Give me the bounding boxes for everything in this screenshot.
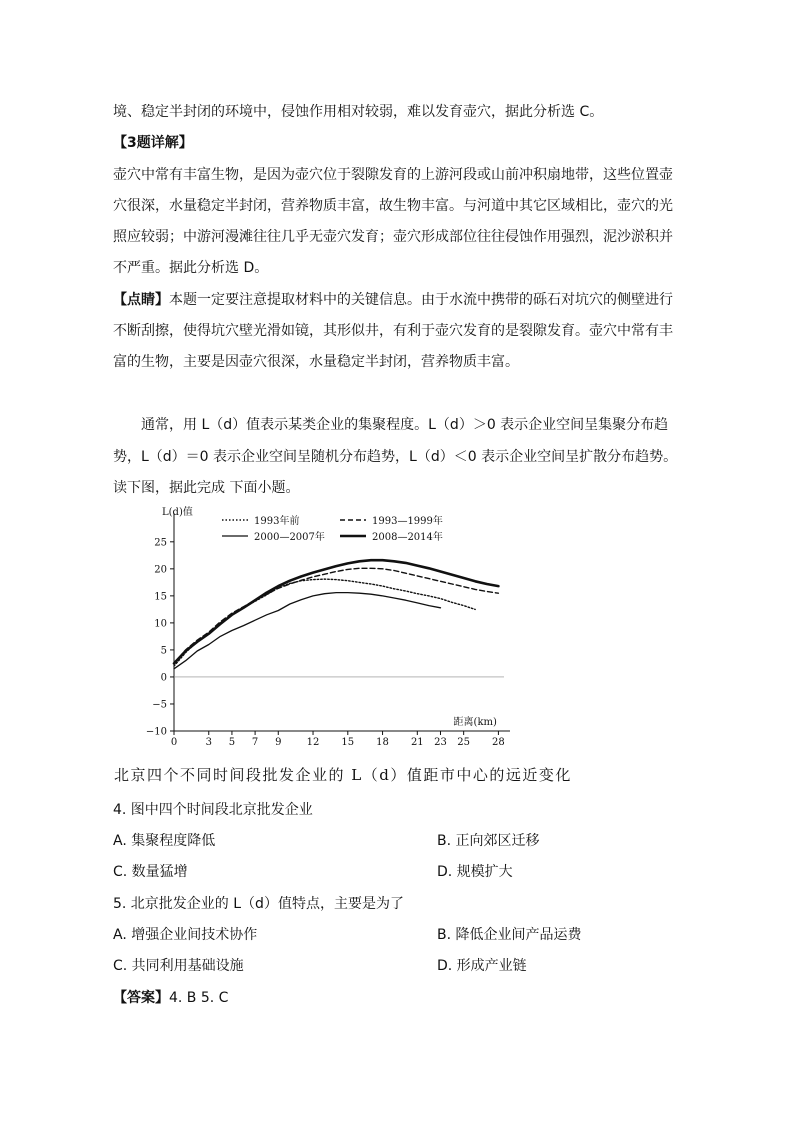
tip-line: 不断刮擦，使得坑穴壁光滑如镜，其形似井，有利于壶穴发育的是裂隙发育。壶穴中常有丰 <box>113 323 673 339</box>
y-tick-label: 5 <box>160 645 167 657</box>
x-tick-label: 9 <box>275 737 282 748</box>
x-tick-label: 3 <box>205 737 212 748</box>
q3-detail-line: 壶穴中常有丰富生物，是因为壶穴位于裂隙发育的上游河段或山前冲积扇地带，这些位置壶 <box>113 167 673 183</box>
x-tick-label: 5 <box>228 737 236 748</box>
x-tick-label: 25 <box>457 737 471 748</box>
y-tick-label: −5 <box>152 699 167 711</box>
intro-line: 通常，用 L（d）值表示某类企业的集聚程度。L（d）＞0 表示企业空间呈集聚分布趋 <box>113 417 669 433</box>
x-tick-label: 18 <box>376 737 389 748</box>
y-tick-label: 10 <box>154 618 167 630</box>
answer-line <box>113 988 228 1008</box>
question-5-option-c: C. 共同利用基础设施 <box>113 958 244 974</box>
y-axis-label: L(d)值 <box>162 507 193 518</box>
explanation-line: 境、稳定半封闭的环境中，侵蚀作用相对较弱，难以发育壶穴，据此分析选 C。 <box>113 104 604 120</box>
x-axis-label: 距离(km) <box>453 717 497 728</box>
question-5-option-b: B. 降低企业间产品运费 <box>437 927 582 943</box>
question-4-option-c: C. 数量猛增 <box>113 864 188 880</box>
series-line-2 <box>174 568 498 663</box>
tip-text: 本题一定要注意提取材料中的关键信息。由于水流中携带的砾石对坑穴的侧壁进行 <box>169 292 673 308</box>
tip-line: 富的生物，主要是因壶穴很深，水量稳定半封闭，营养物质丰富。 <box>113 354 519 370</box>
tip-label: 【点睛】 <box>113 292 169 308</box>
question-4-option-b: B. 正向郊区迁移 <box>437 833 540 849</box>
question-5-option-d: D. 形成产业链 <box>437 958 527 974</box>
tip-line <box>113 290 673 310</box>
intro-line: 势，L（d）＝0 表示企业空间呈随机分布趋势，L（d）＜0 表示企业空间呈扩散分布趋势。 <box>113 449 678 465</box>
legend-label: 2000—2007年 <box>254 532 325 543</box>
x-tick-label: 7 <box>251 737 259 748</box>
y-tick-label: −10 <box>145 726 167 738</box>
legend-label: 2008—2014年 <box>372 532 443 543</box>
x-tick-label: 23 <box>434 737 447 748</box>
q3-detail-line: 不严重。据此分析选 D。 <box>113 260 269 276</box>
x-tick-label: 15 <box>341 737 355 748</box>
q3-detail-header: 【3题详解】 <box>113 135 193 151</box>
ld-line-chart <box>110 503 520 763</box>
question-5-option-a: A. 增强企业间技术协作 <box>113 927 258 943</box>
x-tick-label: 21 <box>410 737 424 748</box>
q3-detail-line: 照应较弱；中游河漫滩往往几乎无壶穴发育；壶穴形成部位往往侵蚀作用强烈，泥沙淤积并 <box>113 229 673 245</box>
answer-text: 4. B 5. C <box>169 990 229 1006</box>
q3-detail-line: 穴很深，水量稳定半封闭，营养物质丰富，故生物丰富。与河道中其它区域相比，壶穴的光 <box>113 198 673 214</box>
x-tick-label: 28 <box>492 737 505 748</box>
series-line-4 <box>174 560 498 663</box>
question-4-option-a: A. 集聚程度降低 <box>113 833 216 849</box>
y-tick-label: 25 <box>154 537 167 549</box>
question-5-stem: 5. 北京批发企业的 L（d）值特点，主要是为了 <box>113 896 404 912</box>
y-tick-label: 0 <box>160 672 167 684</box>
question-4-stem: 4. 图中四个时间段北京批发企业 <box>113 802 313 818</box>
x-tick-label: 0 <box>170 737 178 748</box>
y-tick-label: 20 <box>154 564 167 576</box>
intro-line: 读下图，据此完成 下面小题。 <box>113 480 300 496</box>
x-tick-label: 12 <box>306 737 320 748</box>
y-tick-label: 15 <box>154 591 167 603</box>
legend-label: 1993—1999年 <box>372 516 443 527</box>
answer-label: 【答案】 <box>113 990 169 1006</box>
chart-caption: 北京四个不同时间段批发企业的 L（d）值距市中心的远近变化 <box>114 766 572 784</box>
legend-label: 1993年前 <box>254 516 300 527</box>
question-4-option-d: D. 规模扩大 <box>437 864 513 880</box>
